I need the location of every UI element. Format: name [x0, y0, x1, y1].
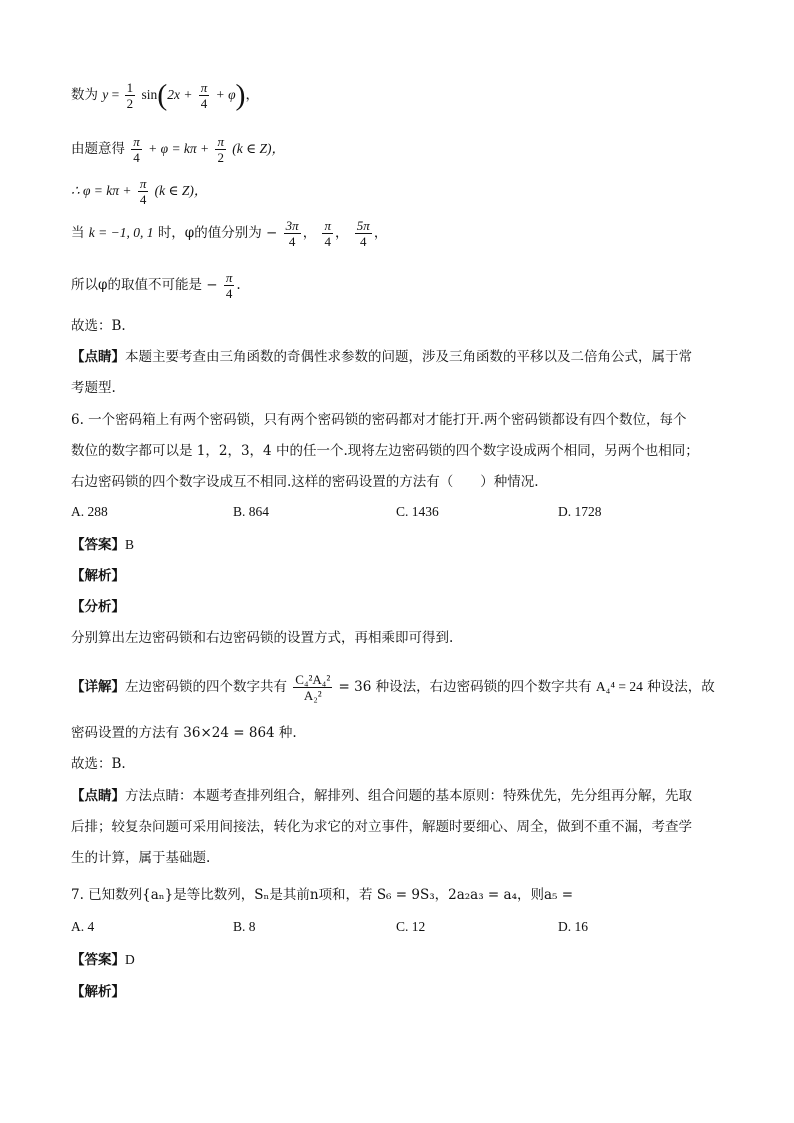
- q5-line2-mid: + φ = kπ +: [148, 141, 210, 156]
- q5-line5-frac: $\frac{\pi}{4}$: [225, 270, 233, 301]
- q6-comment-line-2: 后排；较复杂问题可采用间接法，转化为求它的对立事件，解题时要细心、周全，做到不重不漏，考查学: [71, 819, 692, 835]
- q5-comment-tag: 【点睛】: [71, 349, 125, 365]
- q6-option-a: A. 288: [71, 504, 108, 519]
- q5-line4-frac1: $\frac{3\pi}{4}$: [285, 218, 299, 249]
- q6-fenxi-tag: 【分析】: [71, 599, 125, 615]
- q5-line4-sep2: ，: [335, 225, 349, 241]
- q6-stem-line-2: 数位的数字都可以是 1，2，3，4 中的任一个.现将左边密码锁的四个数字设成两个相同，另两个也相同；: [71, 443, 699, 459]
- q6-detail-tag: 【详解】: [71, 679, 125, 695]
- q5-line-2: [71, 134, 285, 165]
- q7-answer-tag: 【答案】: [71, 952, 125, 968]
- q5-line2-frac2: $\frac{\pi}{2}$: [217, 134, 224, 165]
- q5-line1-suffix: ，: [245, 87, 260, 103]
- q5-comment-line-1: [71, 347, 692, 367]
- q5-line3-tail: (k ∈ Z)，: [154, 183, 208, 198]
- q6-comment-tag: 【点睛】: [71, 788, 125, 804]
- q7-stem: 7. 已知数列{aₙ}是等比数列，Sₙ是其前n项和，若 S₆ = 9S₃，2a₂a₃ = a₄，则a₅ =: [71, 887, 574, 903]
- q5-line4-tail: ，: [373, 225, 388, 241]
- q5-line4-frac2: $\frac{\pi}{4}$: [324, 218, 331, 249]
- q6-stem-line-3: 右边密码锁的四个数字设成互不相同.这样的密码设置的方法有（ ）种情况.: [71, 474, 539, 490]
- q5-comment-line-2: 考题型.: [71, 380, 116, 396]
- q5-line-1: 数为 y = $\frac{1}{2}$ sin(2x + $\frac{\pi}{4}$ + φ)，: [71, 78, 260, 112]
- q5-line1-sin: sin: [141, 87, 158, 102]
- q7-analysis-tag: 【解析】: [71, 984, 125, 1000]
- q5-frac-half: $\frac{1}{2}$: [126, 80, 134, 111]
- q6-detail-a: 左边密码锁的四个数字共有: [125, 679, 287, 695]
- q6-detail-line-2: 密码设置的方法有 36×24 = 864 种.: [71, 725, 297, 741]
- q5-line5-prefix: 所以φ的取值不可能是 −: [71, 277, 218, 293]
- q6-detail-b: = 36 种设法，右边密码锁的四个数字共有: [338, 679, 592, 695]
- q7-answer-value: D: [125, 952, 135, 967]
- q5-choice: 故选：B.: [71, 318, 126, 334]
- q6-detail-line-1: [71, 672, 715, 703]
- q7-option-a: A. 4: [71, 919, 95, 934]
- q5-line4-sep1: ，: [302, 225, 317, 241]
- q5-line3-prefix: ∴ φ = kπ +: [71, 183, 132, 198]
- q5-line4-mid: 时，φ的值分别为 −: [157, 225, 278, 241]
- q7-option-d: D. 16: [558, 919, 588, 934]
- q6-comment-text-1: 方法点睛：本题考查排列组合，解排列、组合问题的基本原则：特殊优先，先分组再分解，先取: [125, 788, 692, 804]
- q7-option-b: B. 8: [233, 919, 256, 934]
- q6-comment-line-3: 生的计算，属于基础题.: [71, 850, 211, 866]
- q6-answer-value: B: [125, 537, 135, 552]
- q6-option-b: B. 864: [233, 504, 270, 519]
- q6-detail-c: 种设法，故: [647, 679, 715, 695]
- q5-line1-inner-b: + φ: [215, 87, 236, 102]
- q6-answer-tag: 【答案】: [71, 537, 125, 553]
- q5-line2-prefix: 由题意得: [71, 141, 125, 157]
- q7-answer: [71, 950, 135, 970]
- q7-option-c: C. 12: [396, 919, 426, 934]
- q6-option-d: D. 1728: [558, 504, 602, 519]
- q5-line-5: [71, 270, 241, 301]
- q5-line-3: [71, 176, 207, 207]
- q6-choice: 故选：B.: [71, 756, 126, 772]
- q6-fenxi-text: 分别算出左边密码锁和右边密码锁的设置方式，再相乘即可得到.: [71, 630, 454, 646]
- q5-line1-inner-a: 2x +: [167, 87, 193, 102]
- q5-line4-frac3: $\frac{5\pi}{4}$: [356, 218, 370, 249]
- q5-line2-tail: (k ∈ Z)，: [232, 141, 286, 156]
- q5-line1-prefix: 数为: [71, 87, 98, 103]
- q6-stem-line-1: 6. 一个密码箱上有两个密码锁，只有两个密码锁的密码都对才能打开.两个密码锁都设有四个数位，每个: [71, 412, 687, 428]
- q5-line5-tail: .: [236, 277, 241, 293]
- q6-analysis-tag: 【解析】: [71, 568, 125, 584]
- q5-line3-frac: $\frac{\pi}{4}$: [139, 176, 147, 207]
- q6-detail-frac: $\frac{\text{C₄²A₄²}}{\text{A₂²}}$: [295, 672, 331, 703]
- q5-line2-frac1: $\frac{\pi}{4}$: [133, 134, 140, 165]
- q5-line-4: [71, 218, 387, 249]
- q6-answer: [71, 535, 134, 555]
- q6-detail-a44: A₄⁴ = 24: [595, 679, 643, 694]
- q5-frac-pi4: $\frac{\pi}{4}$: [200, 80, 208, 111]
- q6-comment-line-1: [71, 786, 692, 806]
- q6-option-c: C. 1436: [396, 504, 439, 519]
- q5-line4-k: k = −1, 0, 1: [88, 225, 154, 240]
- q5-line1-y: y: [102, 87, 109, 102]
- q5-line4-prefix: 当: [71, 225, 85, 241]
- q5-comment-text-1: 本题主要考查由三角函数的奇偶性求参数的问题，涉及三角函数的平移以及二倍角公式，属于常: [125, 349, 692, 365]
